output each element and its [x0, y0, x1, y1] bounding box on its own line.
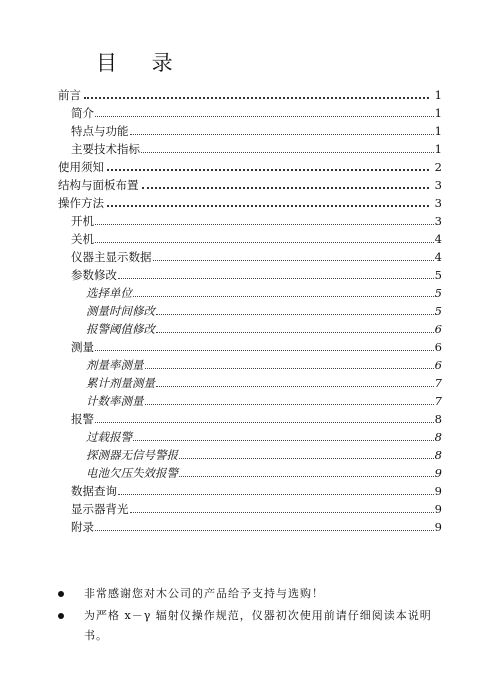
toc-leader-dots	[145, 368, 434, 369]
note-text: 为严格 x－γ 辐射仪操作规范，仪器初次使用前请仔细阅读本说明书。	[84, 609, 432, 642]
toc-entry-page: 9	[434, 484, 442, 498]
toc-entry-alarm-threshold[interactable]	[86, 318, 442, 336]
toc-leader-dots	[95, 224, 434, 225]
toc-leader-dots	[156, 314, 434, 315]
toc-leader-dots	[107, 205, 429, 207]
toc-entry-page: 1	[434, 88, 442, 102]
toc-entry-specifications[interactable]	[71, 138, 442, 156]
toc-entry-title: 操作方法	[58, 196, 104, 210]
toc-entry-title: 剂量率测量	[86, 358, 144, 372]
toc-leader-dots	[95, 530, 434, 531]
toc-entry-title: 仪器主显示数据	[71, 250, 152, 264]
toc-entry-title: 简介	[71, 106, 94, 120]
toc-leader-dots	[95, 350, 434, 351]
toc-leader-dots	[84, 97, 429, 99]
toc-entry-page: 8	[434, 430, 442, 444]
toc-entry-page: 6	[434, 340, 442, 354]
toc-entry-title: 主要技术指标	[71, 142, 140, 156]
toc-entry-page: 3	[434, 178, 442, 192]
toc-entry-features[interactable]	[71, 120, 442, 138]
toc-leader-dots	[179, 476, 434, 477]
toc-entry-page: 1	[434, 106, 442, 120]
toc-entry-title: 探测器无信号警报	[86, 448, 178, 462]
toc-entry-overload-alarm[interactable]	[86, 426, 442, 444]
toc-leader-dots	[156, 332, 434, 333]
toc-leader-dots	[95, 116, 434, 117]
toc-entry-title: 选择单位	[86, 286, 132, 300]
toc-entry-select-unit[interactable]	[86, 282, 442, 300]
toc-entry-power-off[interactable]	[71, 228, 442, 246]
toc-leader-dots	[107, 169, 429, 171]
toc-entry-title: 关机	[71, 232, 94, 246]
toc-leader-dots	[156, 386, 434, 387]
toc-entry-page: 5	[434, 304, 442, 318]
toc-leader-dots	[179, 458, 434, 459]
toc-entry-title: 开机	[71, 214, 94, 228]
toc-entry-title: 测量时间修改	[86, 304, 155, 318]
toc-entry-page: 5	[434, 268, 442, 282]
toc-leader-dots	[118, 494, 434, 495]
toc-entry-alarm[interactable]	[71, 408, 442, 426]
toc-entry-usage-notes[interactable]	[58, 156, 442, 174]
toc-entry-title: 数据查询	[71, 484, 117, 498]
toc-leader-dots	[133, 296, 434, 297]
toc-entry-page: 8	[434, 412, 442, 426]
toc-entry-title: 附录	[71, 520, 94, 534]
toc-leader-dots	[145, 404, 434, 405]
toc-entry-page: 3	[434, 214, 442, 228]
toc-entry-title: 使用须知	[58, 160, 104, 174]
toc-entry-page: 1	[434, 124, 442, 138]
bullet-icon	[58, 591, 64, 597]
toc-entry-page: 1	[434, 142, 442, 156]
toc-entry-page: 4	[434, 232, 442, 246]
toc-entry-preface[interactable]	[58, 84, 442, 102]
toc-entry-page: 9	[434, 466, 442, 480]
toc-leader-dots	[95, 242, 434, 243]
toc-entry-page: 9	[434, 520, 442, 534]
toc-entry-page: 7	[434, 394, 442, 408]
toc-entry-title: 过载报警	[86, 430, 132, 444]
toc-entry-title: 累计剂量测量	[86, 376, 155, 390]
bullet-icon	[58, 613, 64, 619]
toc-entry-title: 前言	[58, 88, 81, 102]
toc-leader-dots	[141, 152, 434, 153]
toc-entry-structure-panel[interactable]	[58, 174, 442, 192]
toc-entry-page: 5	[434, 286, 442, 300]
toc-entry-cumulative-dose[interactable]	[86, 372, 442, 390]
toc-entry-title: 特点与功能	[71, 124, 129, 138]
toc-leader-dots	[142, 187, 429, 189]
toc-entry-main-display[interactable]	[71, 246, 442, 264]
toc-leader-dots	[118, 278, 434, 279]
toc-entry-title: 参数修改	[71, 268, 117, 282]
toc-entry-parameter-edit[interactable]	[71, 264, 442, 282]
toc-entry-appendix[interactable]	[71, 516, 442, 534]
toc-entry-page: 3	[434, 196, 442, 210]
toc-leader-dots	[133, 440, 434, 441]
toc-entry-page: 7	[434, 376, 442, 390]
toc-entry-measurement[interactable]	[71, 336, 442, 354]
toc-entry-data-query[interactable]	[71, 480, 442, 498]
toc-entry-dose-rate[interactable]	[86, 354, 442, 372]
toc-entry-no-signal-alarm[interactable]	[86, 444, 442, 462]
toc-entry-introduction[interactable]	[71, 102, 442, 120]
toc-entry-title: 计数率测量	[86, 394, 144, 408]
note-text: 非常感谢您对木公司的产品给予支持与选购！	[84, 587, 324, 600]
toc-leader-dots	[130, 512, 434, 513]
toc-entry-page: 2	[434, 160, 442, 174]
toc-entry-page: 8	[434, 448, 442, 462]
toc-leader-dots	[130, 134, 434, 135]
toc-entry-page: 4	[434, 250, 442, 264]
toc-entry-title: 结构与面板布置	[58, 178, 139, 192]
toc-entry-display-backlight[interactable]	[71, 498, 442, 516]
toc-entry-title: 报警	[71, 412, 94, 426]
page-title: 目 录	[96, 51, 187, 75]
toc-entry-title: 电池欠压失效报警	[86, 466, 178, 480]
toc-leader-dots	[153, 260, 434, 261]
toc-entry-low-battery-alarm[interactable]	[86, 462, 442, 480]
toc-entry-page: 9	[434, 502, 442, 516]
toc-entry-operation[interactable]	[58, 192, 442, 210]
toc-entry-title: 报警阈值修改	[86, 322, 155, 336]
toc-entry-power-on[interactable]	[71, 210, 442, 228]
toc-entry-measure-time[interactable]	[86, 300, 442, 318]
toc-entry-title: 显示器背光	[71, 502, 129, 516]
toc-entry-title: 测量	[71, 340, 94, 354]
toc-entry-count-rate[interactable]	[86, 390, 442, 408]
toc-entry-page: 6	[434, 358, 442, 372]
toc-leader-dots	[95, 422, 434, 423]
toc-entry-page: 6	[434, 322, 442, 336]
